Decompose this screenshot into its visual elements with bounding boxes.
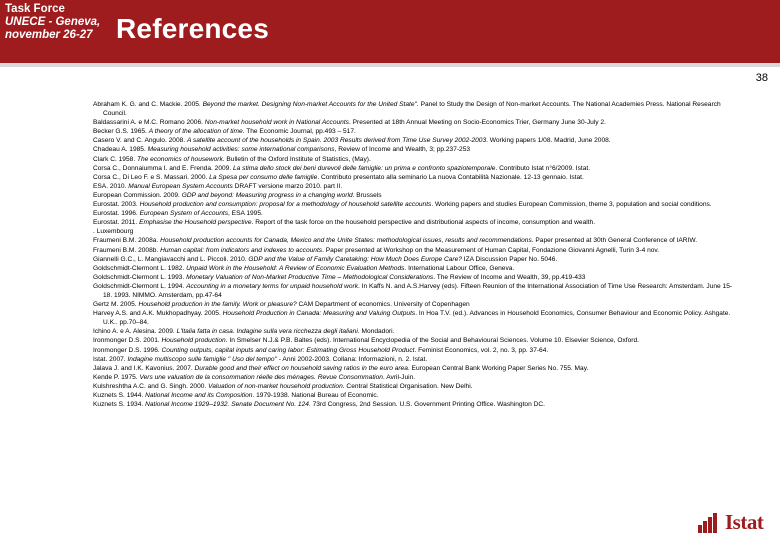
reference-source: . Presented at 18th Annual Meeting on Socio-Economics Trier, Germany June 30-July 2.: [348, 119, 606, 127]
reference-source: . Avril-Juin.: [382, 373, 416, 381]
reference-author: Fraumeni B.M. 2008a.: [93, 237, 161, 245]
reference-item: [93, 346, 738, 355]
reference-author: Kuznets S. 1934.: [93, 401, 146, 409]
reference-item: [93, 218, 738, 227]
reference-item: [93, 155, 738, 164]
reference-author: Jalava J. and I.K. Kavonius. 2007.: [93, 364, 195, 372]
reference-source: . In Kaffs N. and A.S.Harvey (eds). Fifteen Reunion of the International Association of Time Use Research: Amsterdam. June 15-18. 1993. NIMMO. Amsterdam, pp.47-64: [103, 282, 733, 299]
reference-title: L'Italia fatta in casa. Indagine sulla vera ricchezza degli italiani: [176, 328, 358, 336]
reference-source: CAM Department of economics. University of Copenhagen: [296, 301, 470, 309]
reference-title: GDP and the Value of Family Caretaking: How Much Does Europe Care?: [248, 255, 462, 263]
reference-author: Casero V. and C. Angulo. 2008.: [93, 137, 187, 145]
reference-author: Kende P. 1975.: [93, 373, 140, 381]
reference-source: . Central Statistical Organisation. New Delhi.: [342, 382, 473, 390]
reference-list: [93, 100, 738, 409]
reference-author: Abraham K. G. and C. Mackie. 2005.: [93, 101, 203, 108]
reference-item: [93, 118, 738, 127]
reference-source: . Paper presented at 30th General Conference of IARIW.: [531, 237, 698, 245]
reference-title: Measuring household activities: some international comparisons: [147, 146, 335, 154]
reference-item: [93, 227, 738, 236]
reference-title: Non-market household work in National Accounts: [204, 119, 349, 127]
reference-source: . Contributo presentato alla seminario La nuova Contabilità Nazionale. 12-13 gennaio. Istat.: [317, 173, 584, 181]
reference-title: La Spesa per consumo delle famiglie: [209, 173, 318, 181]
reference-author: Eurostat. 2011.: [93, 219, 140, 227]
reference-source: . Brussels: [352, 191, 382, 199]
reference-source: IZA Discussion Paper No. 5046.: [461, 255, 558, 263]
reference-source: . In Smelser N.J.& P.B. Baltes (eds). International Encyclopedia of the Social and Behavioural Sciences. Volume 10. Elsevier Science, Oxford.: [225, 337, 640, 345]
reference-title: National Income and its Composition: [145, 392, 253, 399]
reference-title: Manual European System Accounts: [128, 182, 233, 190]
reference-title: Accounting in a monetary terms for unpaid household work: [186, 282, 358, 290]
event-line-2: UNECE - Geneva,: [5, 16, 101, 28]
reference-item: [93, 173, 738, 182]
reference-item: [93, 191, 738, 200]
reference-title: Beyond the market. Designing Non-market Accounts for the United State".: [202, 101, 419, 108]
reference-item: [93, 382, 738, 391]
reference-item: [93, 182, 738, 191]
reference-source: . Feminist Economics, vol. 2, no. 3, pp. 37-64.: [414, 346, 549, 354]
reference-title: La stima dello stock dei beni durevoli delle famiglie: un prima e confronto spaziotemporale: [233, 164, 496, 172]
reference-title: Valuation of non-market household production: [208, 382, 343, 390]
slide-title: References: [116, 13, 269, 44]
istat-logo: [698, 510, 768, 534]
reference-item: [93, 209, 738, 218]
reference-author: Istat. 2007.: [93, 355, 128, 363]
reference-author: Eurostat. 1996.: [93, 210, 140, 218]
reference-item: [93, 264, 738, 273]
reference-source: . European Central Bank Working Paper Series No. 755. May.: [407, 364, 589, 372]
reference-source: . Working papers 1/08. Madrid, June 2008.: [486, 137, 611, 145]
reference-author: Goldschmidt-Clermont L. 1982.: [93, 264, 187, 272]
reference-source: . 1979-1938. National Bureau of Economic.: [252, 392, 379, 399]
reference-source: . In Hoa T.V. (ed.). Advances in Household Economics, Consumer Behaviour and Economic Policy. Ashgate. U.K.. pp.70–84.: [103, 310, 731, 327]
reference-source: DRAFT versione marzo 2010. part II.: [232, 182, 343, 190]
reference-author: Ichino A. e A. Alesina. 2009.: [93, 328, 177, 336]
reference-item: [93, 336, 738, 345]
reference-title: Human capital: from indicators and indexes to accounts: [160, 246, 323, 254]
reference-item: [93, 127, 738, 136]
reference-title: European System of Accounts: [139, 210, 229, 218]
reference-item: [93, 255, 738, 264]
reference-source: - Anni 2002-2003. Collana: Informazioni, n. 2. Istat.: [276, 355, 428, 363]
reference-author: Clark C. 1958.: [93, 155, 137, 163]
reference-source: . The Review of Income and Wealth, 39, pp.419-433: [433, 273, 586, 281]
reference-title: GDP and beyond: Measuring progress in a changing world: [181, 191, 353, 199]
istat-logo-mark-icon: [698, 513, 722, 533]
event-line-1: Task Force: [5, 3, 65, 15]
reference-item: [93, 300, 738, 309]
reference-item: [93, 391, 738, 400]
reference-title: Vers une valuation de la consommation réelle des ménages. Revue Consommation: [139, 373, 383, 381]
reference-author: Chadeau A. 1985.: [93, 146, 148, 154]
reference-item: [93, 327, 738, 336]
reference-item: [93, 309, 738, 327]
reference-source: . Working papers and studies European Commission, theme 3, population and social conditions.: [431, 201, 712, 209]
reference-author: Ironmonger D.S. 2001.: [93, 337, 162, 345]
reference-item: [93, 246, 738, 255]
istat-logo-text: Istat: [725, 510, 764, 534]
event-label: [5, 3, 105, 42]
reference-author: Goldschmidt-Clermont L. 1994.: [93, 282, 187, 290]
reference-title: Emphasise the Household perspective: [139, 219, 252, 227]
reference-author: Corsa C., Donnaiumma I. and E. Frenda. 2009.: [93, 164, 234, 172]
reference-title: The economics of housework: [136, 155, 223, 163]
reference-author: Fraumeni B.M. 2008b.: [93, 246, 161, 254]
reference-title: A satellite account of the households in Spain. 2003 Results derived from Time Use Survey 2002-2003: [186, 137, 487, 145]
reference-item: [93, 136, 738, 145]
reference-author: Giannelli G.C., L. Mangiavacchi and L. Piccoli. 2010.: [93, 255, 249, 263]
reference-source: . International Labour Office, Geneva.: [404, 264, 515, 272]
reference-author: Gertz M. 2005.: [93, 301, 139, 309]
reference-item: [93, 355, 738, 364]
reference-item: [93, 282, 738, 300]
reference-title: Indagine multiscopo sulle famiglie " Uso del tempo": [127, 355, 277, 363]
reference-title: Unpaid Work in the Household: A Review of Economic Evaluation Methods: [186, 264, 405, 272]
reference-author: Goldschmidt-Clermont L. 1993.: [93, 273, 187, 281]
reference-title: Household production accounts for Canada, Mexico and the Unite States: methodological issues, results and recommendations: [160, 237, 532, 245]
reference-source: , ESA 1995.: [228, 210, 263, 218]
reference-author: Ironmonger D.S. 1996.: [93, 346, 162, 354]
page-number: 38: [755, 72, 768, 84]
reference-source: . 73rd Congress, 2nd Session. U.S. Government Printing Office. Washington DC.: [308, 401, 545, 409]
reference-author: Becker G.S. 1965.: [93, 128, 149, 136]
reference-item: [93, 373, 738, 382]
reference-item: [93, 400, 738, 409]
reference-source: . Bulletin of the Oxford Institute of Statistics, (May).: [222, 155, 371, 163]
reference-title: Household production: [161, 337, 226, 345]
reference-author: Baldassarini A. e M.C. Romano 2006.: [93, 119, 205, 127]
reference-source: Panel to Study the Design of Non-market Accounts. The National Academies Press. National Research Council.: [103, 101, 721, 118]
reference-author: Kuznets S. 1944.: [93, 392, 146, 399]
header-divider: [0, 63, 780, 67]
reference-author: Harvey A.S. and A.K. Mukhopadhyay. 2005.: [93, 310, 223, 318]
reference-author: Eurostat. 2003.: [93, 201, 140, 209]
reference-source: . Report of the task force on the household perspective and distributional aspects of income, consumption and wealth.: [251, 219, 596, 227]
reference-title: Household Production in Canada: Measuring and Valuing Outputs: [222, 310, 416, 318]
reference-item: [93, 200, 738, 209]
event-line-3: november 26-27: [5, 29, 93, 41]
reference-item: [93, 145, 738, 154]
reference-source: . Mondadori.: [357, 328, 395, 336]
reference-item: [93, 273, 738, 282]
reference-source: , Review of Income and Wealth, 3; pp.237-253: [334, 146, 471, 154]
reference-item: [93, 236, 738, 245]
reference-author: Corsa C., Di Leo F. e S. Massari. 2000.: [93, 173, 210, 181]
reference-source: . The Economic Journal, pp.493 – 517.: [242, 128, 356, 136]
reference-title: Monetary Valuation of Non-Market Productive Time – Methodological Considerations: [186, 273, 434, 281]
reference-author: European Commission. 2009.: [93, 191, 182, 199]
reference-item: [93, 100, 738, 118]
reference-author: . Luxembourg: [93, 228, 134, 236]
reference-source: . Contributo Istat n°6/2009. Istat.: [495, 164, 591, 172]
reference-title: Counting outputs, capital inputs and caring labor: Estimating Gross Household Product: [161, 346, 415, 354]
reference-author: ESA. 2010.: [93, 182, 129, 190]
reference-author: Kulshreshtha A.C. and G. Singh. 2000.: [93, 382, 209, 390]
reference-title: Durable good and their effect on household saving ratios in the euro area: [194, 364, 408, 372]
reference-item: [93, 364, 738, 373]
reference-source: . Paper presented at Workshop on the Measurement of Human Capital, Fondazione Giovanni Agnelli, Turin 3-4 nov.: [322, 246, 660, 254]
reference-title: National Income 1929–1932. Senate Document No. 124: [145, 401, 309, 409]
reference-title: Household production in the family. Work or pleasure?: [138, 301, 297, 309]
reference-title: A theory of the allocation of time: [148, 128, 243, 136]
reference-item: [93, 164, 738, 173]
reference-title: Household production and consumption: proposal for a methodology of household satellite accounts: [139, 201, 432, 209]
